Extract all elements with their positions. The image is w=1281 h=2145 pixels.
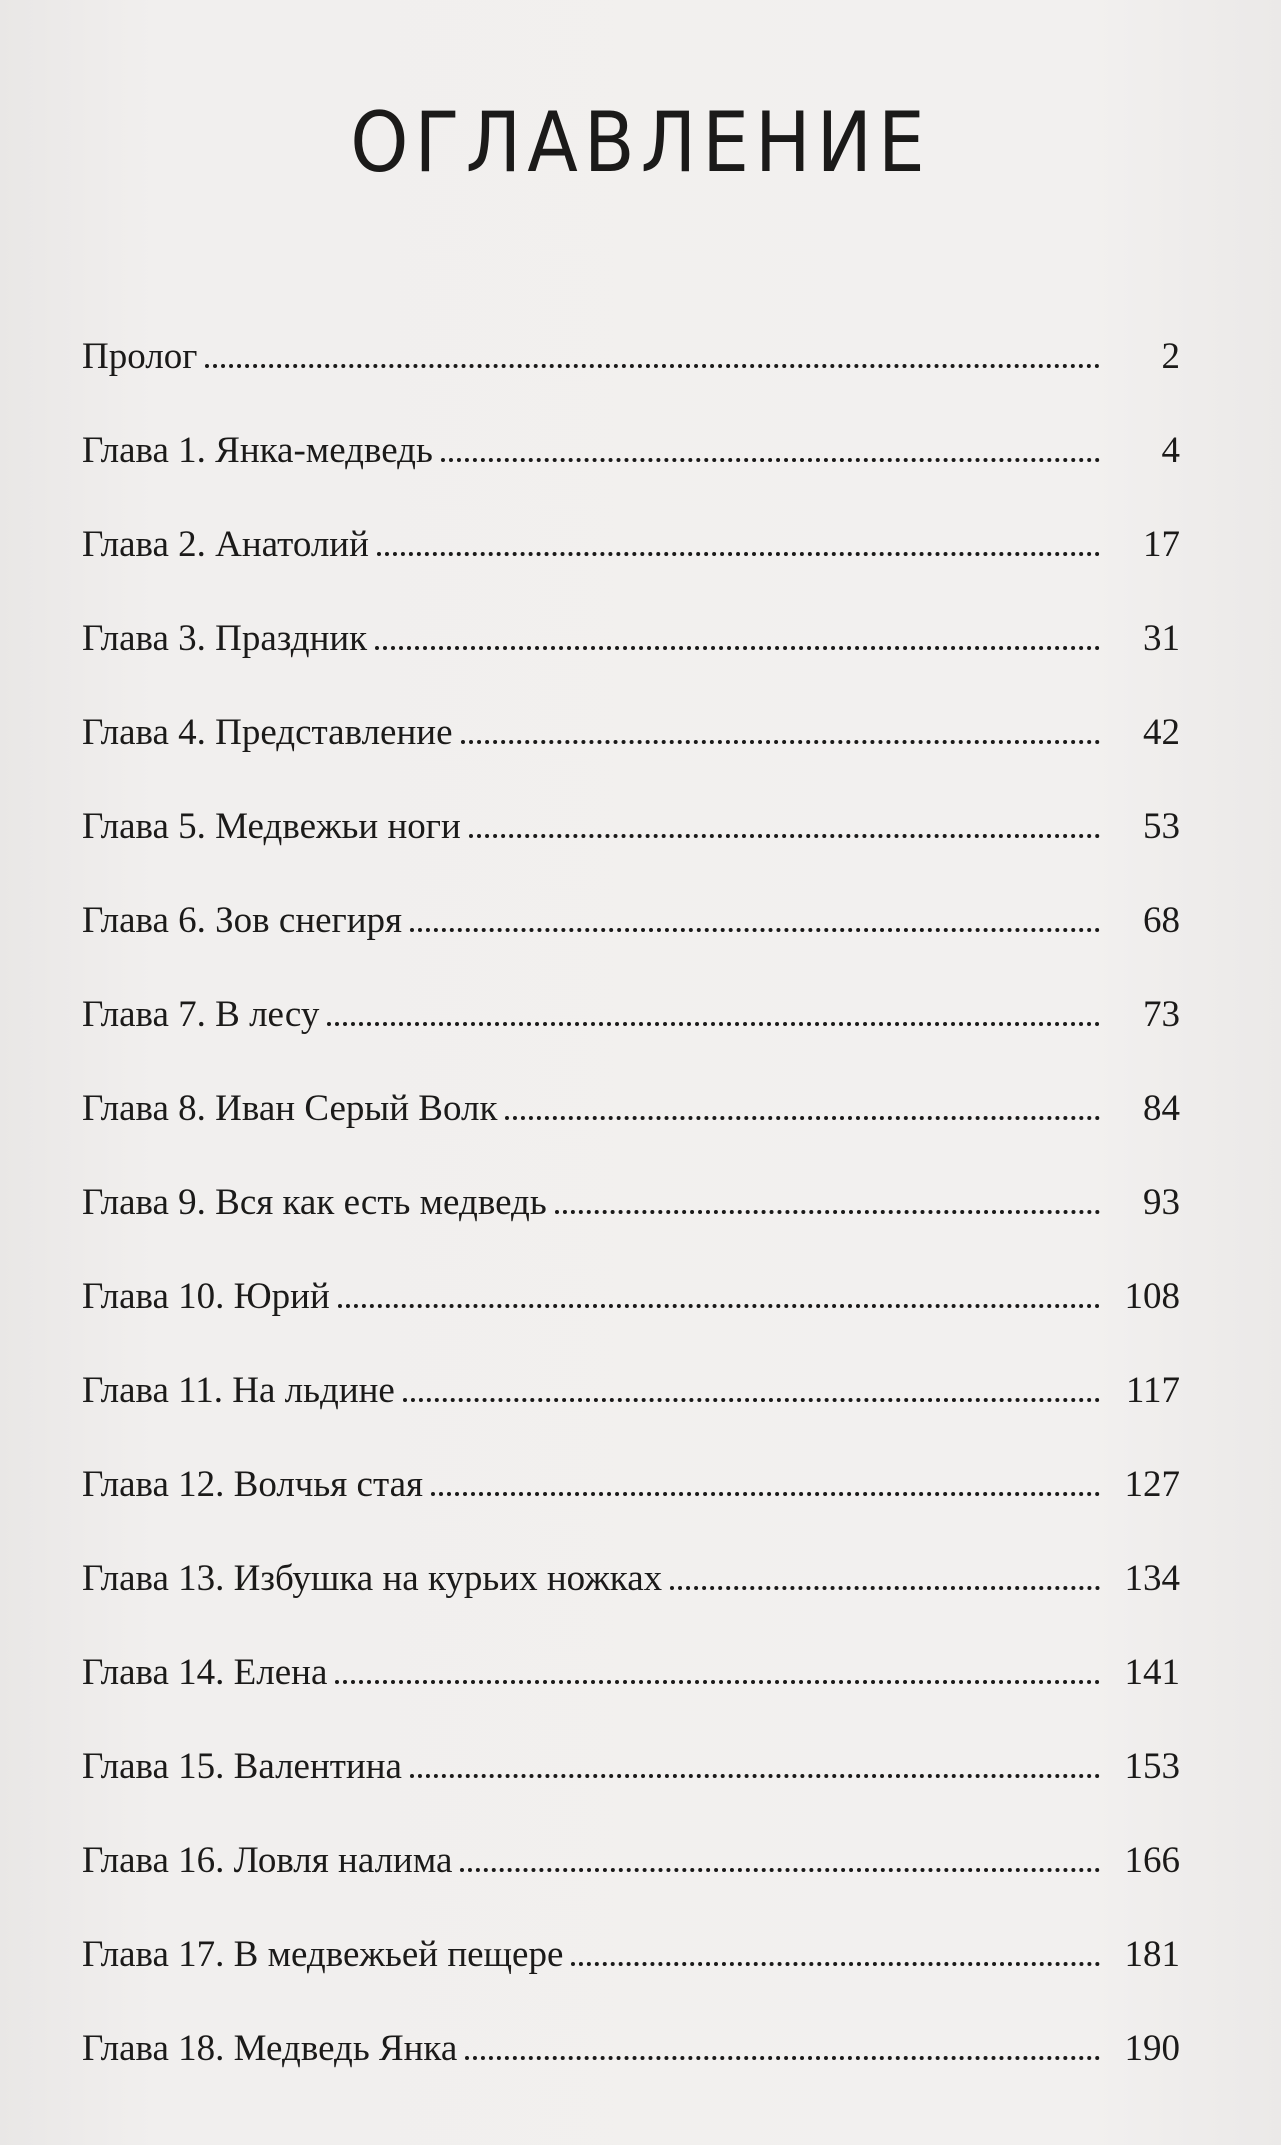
dot-leader xyxy=(431,1492,1100,1496)
toc-entry-title: Глава 14. Елена xyxy=(82,1652,328,1693)
toc-entry-page: 153 xyxy=(1124,1746,1180,1787)
toc-entry-page: 4 xyxy=(1161,430,1180,471)
toc-entry xyxy=(82,335,1180,429)
dot-leader xyxy=(465,2056,1100,2060)
toc-entry xyxy=(82,1275,1180,1369)
toc-entry xyxy=(82,1557,1180,1651)
dot-leader xyxy=(338,1304,1100,1308)
toc-entry-page: 127 xyxy=(1124,1464,1180,1505)
toc-entry xyxy=(82,1651,1180,1745)
toc-entry-page: 17 xyxy=(1143,524,1180,565)
toc-entry-page: 181 xyxy=(1124,1934,1180,1975)
toc-entry-title: Глава 18. Медведь Янка xyxy=(82,2028,458,2069)
toc-entry xyxy=(82,1463,1180,1557)
toc-entry-title: Глава 12. Волчья стая xyxy=(82,1464,424,1505)
toc-entry xyxy=(82,429,1180,523)
toc-entry-page: 42 xyxy=(1143,712,1180,753)
toc-entry xyxy=(82,993,1180,1087)
toc-entry-title: Глава 15. Валентина xyxy=(82,1746,402,1787)
toc-entry xyxy=(82,711,1180,805)
toc-entry xyxy=(82,899,1180,993)
toc-entry-title: Глава 5. Медвежьи ноги xyxy=(82,806,461,847)
toc-entry-page: 2 xyxy=(1161,336,1180,377)
toc-entry-page: 93 xyxy=(1143,1182,1180,1223)
dot-leader xyxy=(410,928,1100,932)
toc-entry xyxy=(82,1087,1180,1181)
dot-leader xyxy=(441,458,1100,462)
toc-entry-title: Глава 10. Юрий xyxy=(82,1276,330,1317)
toc-entry xyxy=(82,617,1180,711)
toc-entry-page: 190 xyxy=(1124,2028,1180,2069)
toc-entry-title: Глава 17. В медвежьей пещере xyxy=(82,1934,564,1975)
toc-entry xyxy=(82,1369,1180,1463)
toc-entry-page: 73 xyxy=(1143,994,1180,1035)
toc-entry-title: Глава 7. В лесу xyxy=(82,994,320,1035)
toc-entry-title: Глава 16. Ловля налима xyxy=(82,1840,453,1881)
toc-entry-page: 117 xyxy=(1125,1370,1180,1411)
toc-entry xyxy=(82,2027,1180,2121)
toc-entry-title: Глава 8. Иван Серый Волк xyxy=(82,1088,498,1129)
dot-leader xyxy=(375,646,1100,650)
dot-leader xyxy=(461,740,1101,744)
toc-entry-title: Глава 11. На льдине xyxy=(82,1370,395,1411)
toc-entry-title: Глава 13. Избушка на курьих ножках xyxy=(82,1558,663,1599)
toc-entry-page: 108 xyxy=(1124,1276,1180,1317)
dot-leader xyxy=(670,1586,1100,1590)
dot-leader xyxy=(335,1680,1100,1684)
toc-entry-page: 134 xyxy=(1124,1558,1180,1599)
toc-entry xyxy=(82,1839,1180,1933)
toc-entry-title: Глава 2. Анатолий xyxy=(82,524,369,565)
dot-leader xyxy=(460,1868,1100,1872)
dot-leader xyxy=(327,1022,1100,1026)
dot-leader xyxy=(403,1398,1100,1402)
dot-leader xyxy=(410,1774,1100,1778)
toc-entry xyxy=(82,1181,1180,1275)
dot-leader xyxy=(571,1962,1100,1966)
toc-entry-page: 53 xyxy=(1143,806,1180,847)
toc-entry-title: Глава 3. Праздник xyxy=(82,618,368,659)
toc-entry-page: 166 xyxy=(1124,1840,1180,1881)
toc-entry xyxy=(82,1933,1180,2027)
toc-entry-title: Глава 4. Представление xyxy=(82,712,453,753)
toc-entry-page: 68 xyxy=(1143,900,1180,941)
page-title: ОГЛАВЛЕНИЕ xyxy=(350,95,931,192)
dot-leader xyxy=(505,1116,1100,1120)
toc-entry-page: 141 xyxy=(1124,1652,1180,1693)
dot-leader xyxy=(377,552,1100,556)
dot-leader xyxy=(205,364,1100,368)
toc-entry xyxy=(82,1745,1180,1839)
toc-entry-page: 31 xyxy=(1143,618,1180,659)
toc-entry-page: 84 xyxy=(1143,1088,1180,1129)
dot-leader xyxy=(469,834,1100,838)
toc-entry-title: Пролог xyxy=(82,336,198,377)
toc-entry xyxy=(82,805,1180,899)
toc-entry-title: Глава 1. Янка-медведь xyxy=(82,430,433,471)
toc-entry xyxy=(82,523,1180,617)
toc-entry-title: Глава 9. Вся как есть медведь xyxy=(82,1182,547,1223)
toc-entry-title: Глава 6. Зов снегиря xyxy=(82,900,403,941)
dot-leader xyxy=(555,1210,1100,1214)
table-of-contents xyxy=(82,335,1180,2121)
